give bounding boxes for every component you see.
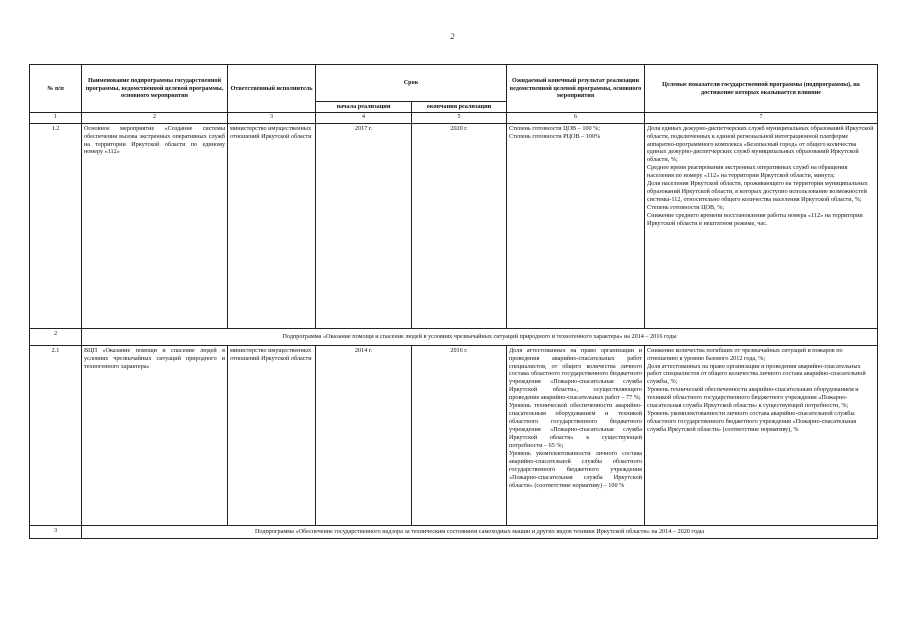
indicator-line: Доля аттестованных на право организации и проведения аварийно-спасательных работ специалистов от общего количества личного состава аварийно-спасательной службы, %;	[647, 362, 866, 386]
table-row	[30, 345, 878, 525]
expected-result	[507, 345, 645, 525]
header-name: Наименование подпрограммы государственной программы, ведомственной целевой программы, основного мероприятия	[82, 65, 228, 113]
column-number: 2	[82, 113, 228, 124]
measure-name: ВЦП «Оказание помощи и спасение людей в условиях чрезвычайных ситуаций природного и техногенного характера»	[82, 345, 228, 525]
executor: министерство имущественных отношений Иркутской области	[228, 345, 316, 525]
page-number: 2	[450, 32, 455, 41]
indicator-line: Снижение количества погибших от чрезвычайных ситуаций и пожаров по отношению к уровню базового 2012 года, %;	[647, 346, 843, 362]
table-row	[30, 123, 878, 328]
header-term-end: окончания реализации	[412, 102, 507, 113]
target-indicators	[645, 123, 878, 328]
column-numbers-row	[30, 113, 878, 124]
result-line: Уровень технической обеспеченности аварийно-спасательным оборудованием и техникой областного государственного бюджетного учреждения «Пожарно-спасательная служба Иркутской области» к существующей потребности – 65 %;	[509, 402, 643, 449]
indicator-line: Снижение среднего времени восстановления работы номера «112» на территории Иркутской области в нештатном режиме, час.	[647, 211, 863, 227]
column-number: 3	[228, 113, 316, 124]
column-number: 7	[645, 113, 878, 124]
subprogram-row	[30, 525, 878, 538]
row-number: 1.2	[30, 123, 82, 328]
column-number: 6	[507, 113, 645, 124]
term-start: 2014 г.	[316, 345, 412, 525]
header-term-start: начала реализации	[316, 102, 412, 113]
indicator-line: Доля единых дежурно-диспетчерских служб муниципальных образований Иркутской области, подключенных к единой региональной интеграционной платформе аппаратно-программного комплекса «Безопасный город» от общего количества единых дежурно-диспетчерских служб муниципальных образований Иркутской области, %;	[647, 124, 874, 164]
header-result: Ожидаемый конечный результат реализации ведомственной целевой программы, основного мероприятия	[507, 65, 645, 113]
result-line: Степень готовности РЦОВ – 100%	[509, 132, 601, 140]
indicator-line: Уровень укомплектованности личного состава аварийно-спасательной службы областного государственного бюджетного учреждения «Пожарно-спасательная служба Иркутской области» (соответствие нормативу), %	[647, 410, 857, 434]
row-number: 2.1	[30, 345, 82, 525]
program-table	[29, 64, 878, 539]
header-num: № п/п	[30, 65, 82, 113]
result-line: Степень готовности ЦОВ – 100 %;	[509, 124, 601, 132]
header-executor: Ответственный исполнитель	[228, 65, 316, 113]
column-number: 4	[316, 113, 412, 124]
term-end: 2020 г.	[412, 123, 507, 328]
row-number: 3	[30, 525, 82, 538]
expected-result	[507, 123, 645, 328]
column-number: 1	[30, 113, 82, 124]
measure-name: Основное мероприятие «Создание системы обеспечения вызова экстренных оперативных служб на территории Иркутской области по единому номеру «112»	[82, 123, 228, 328]
row-number: 2	[30, 328, 82, 345]
indicator-line: Доля населения Иркутской области, проживающего на территории муниципальных образований Иркутской области, в которых доступно использование возможностей системы-112, относительно общего количества населения Иркутской области, %;	[647, 180, 868, 204]
indicator-line: Среднее время реагирования экстренных оперативных служб на обращения населения по номеру «112» на территории Иркутской области, минута;	[647, 164, 848, 180]
executor: министерство имущественных отношений Иркутской области	[228, 123, 316, 328]
column-number: 5	[412, 113, 507, 124]
subprogram-row	[30, 328, 878, 345]
subprogram-title: Подпрограмма «Оказание помощи и спасение людей в условиях чрезвычайных ситуаций природного и техногенного характера» на 2014 – 2016 годы	[82, 328, 878, 345]
indicator-line: Степень готовности ЦОВ, %;	[647, 204, 725, 212]
result-line: Уровень укомплектованности личного состава аварийно-спасательной службы областного государственного бюджетного учреждения «Пожарно-спасательная служба Иркутской области» (соответствие нормативу) – 100 %	[509, 449, 643, 489]
term-end: 2016 г.	[412, 345, 507, 525]
subprogram-title: Подпрограмма «Обеспечение государственного надзора за техническим состоянием самоходных машин и других видов техники Иркутской области» на 2014 – 2020 годы	[82, 525, 878, 538]
indicator-line: Уровень технической обеспеченности аварийно-спасательным оборудованием и техникой областного государственного бюджетного учреждения «Пожарно-спасательная служба Иркутской области» к существующей потребности, %;	[647, 386, 859, 410]
result-line: Доля аттестованных на право организации и проведения аварийно-спасательных работ специалистов, от общего количества личного состава областного государственного бюджетного учреждения «Пожарно-спасательная служба Иркутской области», осуществляющего проведение аварийно-спасательных работ – 77 %;	[509, 346, 643, 402]
term-start: 2017 г.	[316, 123, 412, 328]
header-term: Срок	[316, 65, 507, 102]
target-indicators	[645, 345, 878, 525]
header-indicators: Целевые показатели государственной программы (подпрограммы), на достижение которых оказывается влияние	[645, 65, 878, 113]
